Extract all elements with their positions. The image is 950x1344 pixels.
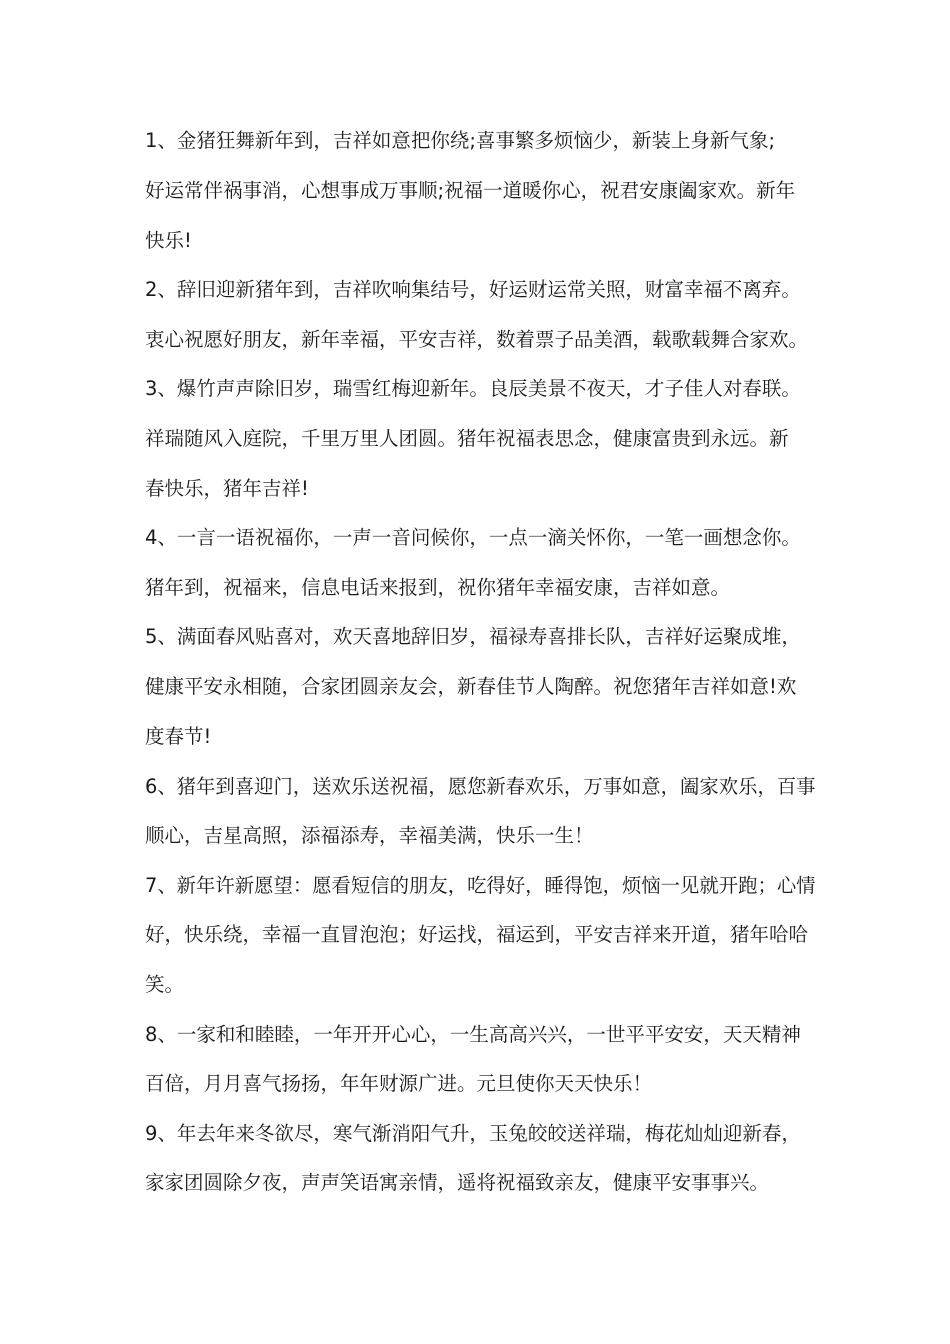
text-line: 好，快乐绕，幸福一直冒泡泡；好运找，福运到，平安吉祥来开道，猪年哈哈 bbox=[145, 923, 809, 946]
text-line: 百倍，月月喜气扬扬，年年财源广进。元旦使你天天快乐！ bbox=[145, 1072, 653, 1095]
text-line: 度春节! bbox=[145, 725, 212, 748]
text-line: 顺心，吉星高照，添福添寿，幸福美满，快乐一生！ bbox=[145, 824, 594, 847]
text-line: 祥瑞随风入庭院，千里万里人团圆。猪年祝福表思念，健康富贵到永远。新 bbox=[145, 427, 789, 450]
text-line: 笑。 bbox=[145, 973, 185, 996]
text-line: 1、金猪狂舞新年到，吉祥如意把你绕;喜事繁多烦恼少，新装上身新气象; bbox=[145, 129, 776, 152]
text-line: 猪年到，祝福来，信息电话来报到，祝你猪年幸福安康，吉祥如意。 bbox=[145, 576, 731, 599]
text-line: 4、一言一语祝福你，一声一音问候你，一点一滴关怀你，一笔一画想念你。 bbox=[145, 526, 801, 549]
text-line: 8、一家和和睦睦，一年开开心心，一生高高兴兴，一世平平安安，天天精神 bbox=[145, 1023, 801, 1046]
text-line: 好运常伴祸事消，心想事成万事顺;祝福一道暖你心，祝君安康阖家欢。新年 bbox=[145, 179, 796, 202]
text-line: 3、爆竹声声除旧岁，瑞雪红梅迎新年。良辰美景不夜天，才子佳人对春联。 bbox=[145, 377, 801, 400]
text-line: 7、新年许新愿望：愿看短信的朋友，吃得好，睡得饱，烦恼一见就开跑；心情 bbox=[145, 874, 816, 897]
text-line: 衷心祝愿好朋友，新年幸福，平安吉祥，数着票子品美酒，载歌载舞合家欢。 bbox=[145, 328, 809, 351]
text-line: 家家团圆除夕夜，声声笑语寓亲情，遥将祝福致亲友，健康平安事事兴。 bbox=[145, 1171, 770, 1194]
text-line: 5、满面春风贴喜对，欢天喜地辞旧岁，福禄寿喜排长队，吉祥好运聚成堆， bbox=[145, 625, 801, 648]
text-line: 快乐! bbox=[145, 229, 192, 252]
text-line: 6、猪年到喜迎门，送欢乐送祝福，愿您新春欢乐，万事如意，阖家欢乐，百事 bbox=[145, 775, 816, 798]
text-line: 2、辞旧迎新猪年到，吉祥吹响集结号，好运财运常关照，财富幸福不离弃。 bbox=[145, 278, 801, 301]
text-line: 健康平安永相随，合家团圆亲友会，新春佳节人陶醉。祝您猪年吉祥如意!欢 bbox=[145, 675, 797, 698]
text-line: 9、年去年来冬欲尽，寒气渐消阳气升，玉兔皎皎送祥瑞，梅花灿灿迎新春， bbox=[145, 1122, 801, 1145]
text-line: 春快乐，猪年吉祥! bbox=[145, 477, 309, 500]
